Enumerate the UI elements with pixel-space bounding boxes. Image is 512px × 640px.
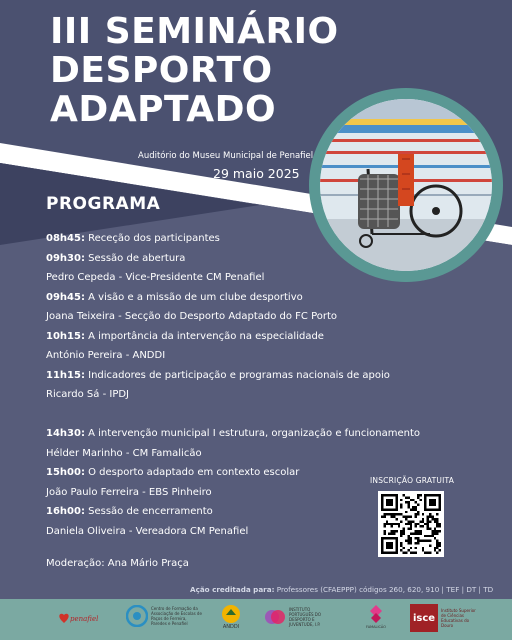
qr-code-icon: [381, 494, 441, 554]
schedule-speaker: João Paulo Ferreira - EBS Pinheiro: [46, 486, 212, 498]
schedule-speaker: António Pereira - ANDDI: [46, 350, 166, 361]
schedule-row: [46, 249, 466, 269]
schedule-text: Sessão de abertura: [84, 252, 186, 264]
schedule-time: 10h15:: [46, 330, 85, 342]
schedule-text: Indicadores de participação e programas nacionais de apoio: [84, 369, 390, 381]
schedule-time: 08h45:: [46, 233, 85, 244]
isce-text: Instituto Superior de Ciências Educativas do Douro: [441, 608, 476, 628]
ipdj-icon: [264, 606, 286, 628]
title-line-3: ADAPTADO: [50, 89, 277, 130]
famalicao-text: FAMALICÃO: [366, 625, 387, 629]
schedule-speaker: Ricardo Sá - IPDJ: [46, 389, 130, 400]
schedule-speaker: Joana Teixeira - Secção do Desporto Adaptado do FC Porto: [46, 311, 338, 322]
accreditation-label: Ação creditada para:: [190, 585, 275, 594]
schedule-time: 15h00:: [46, 467, 85, 478]
svg-text:isce: isce: [413, 613, 436, 624]
venue-text: Auditório do Museu Municipal de Penafiel: [138, 151, 314, 161]
schedule-row: [46, 229, 466, 249]
anddi-text: ANDDI: [222, 624, 240, 630]
accreditation-text: Professores (CFAEPPP) códigos 260, 620, 910 | TEF | DT | TD: [274, 585, 494, 594]
schedule-row: [46, 288, 466, 308]
schedule-spacer: [46, 405, 466, 425]
isce-icon: [410, 604, 438, 632]
schedule-row: [46, 268, 466, 288]
logo-anddi: [220, 603, 242, 630]
schedule-text: A importância da intervenção na especialidade: [84, 330, 324, 342]
schedule-text: Receção dos participantes: [84, 233, 220, 244]
schedule-row: [46, 346, 466, 366]
famalicao-icon: [366, 603, 386, 625]
moderation-text: Moderação: Ana Mário Praça: [46, 558, 189, 569]
ipdj-text: INSTITUTO PORTUGUÊS DO DESPORTO E JUVENTUDE, I.P.: [289, 607, 322, 627]
schedule-text: Sessão de encerramento: [84, 506, 213, 517]
schedule-row: [46, 307, 466, 327]
logo-famalicao: [366, 603, 386, 630]
logo-penafiel: [38, 611, 106, 627]
schedule-row: [46, 366, 466, 386]
accreditation-note: [190, 585, 493, 594]
schedule-text: O desporto adaptado em contexto escolar: [84, 467, 300, 478]
sponsor-footer: [0, 599, 512, 640]
schedule-speaker: Pedro Cepeda - Vice-Presidente CM Penafiel: [46, 272, 265, 283]
schedule-row: [46, 444, 466, 464]
title-line-1: III SEMINÁRIO: [50, 11, 339, 52]
anddi-icon: [220, 603, 242, 625]
logo-isce-douro: [410, 604, 481, 632]
centro-formacao-text: Centro de Formação da Associação de Escolas de Paços de Ferreira, Paredes e Penafiel: [151, 606, 202, 626]
registration-label: INSCRIÇÃO GRATUITA: [370, 476, 455, 485]
title-line-2: DESPORTO: [50, 50, 273, 91]
event-title: [50, 12, 380, 129]
schedule-time: 16h00:: [46, 506, 85, 517]
schedule-text: A visão e a missão de um clube desportivo: [84, 291, 303, 303]
penafiel-logo-icon: [38, 611, 106, 627]
logo-ipdj: [264, 606, 333, 628]
schedule-speaker: Hélder Marinho - CM Famalicão: [46, 447, 202, 459]
programa-heading: PROGRAMA: [46, 194, 161, 214]
schedule-time: 09h45:: [46, 291, 85, 303]
schedule-row: [46, 327, 466, 347]
schedule-time: 09h30:: [46, 252, 85, 264]
schedule-time: 11h15:: [46, 369, 85, 381]
schedule-row: [46, 424, 466, 444]
event-date: 29 maio 2025: [213, 166, 300, 181]
logo-centro-formacao: [126, 605, 203, 627]
penafiel-wordmark: penafiel: [70, 615, 99, 623]
centro-formacao-icon: [126, 605, 148, 627]
registration-qr-code[interactable]: [378, 491, 444, 557]
schedule-text: A intervenção municipal I estrutura, organização e funcionamento: [84, 428, 421, 439]
schedule-speaker: Daniela Oliveira - Vereadora CM Penafiel: [46, 525, 249, 537]
schedule-row: [46, 385, 466, 405]
schedule-time: 14h30:: [46, 428, 85, 439]
